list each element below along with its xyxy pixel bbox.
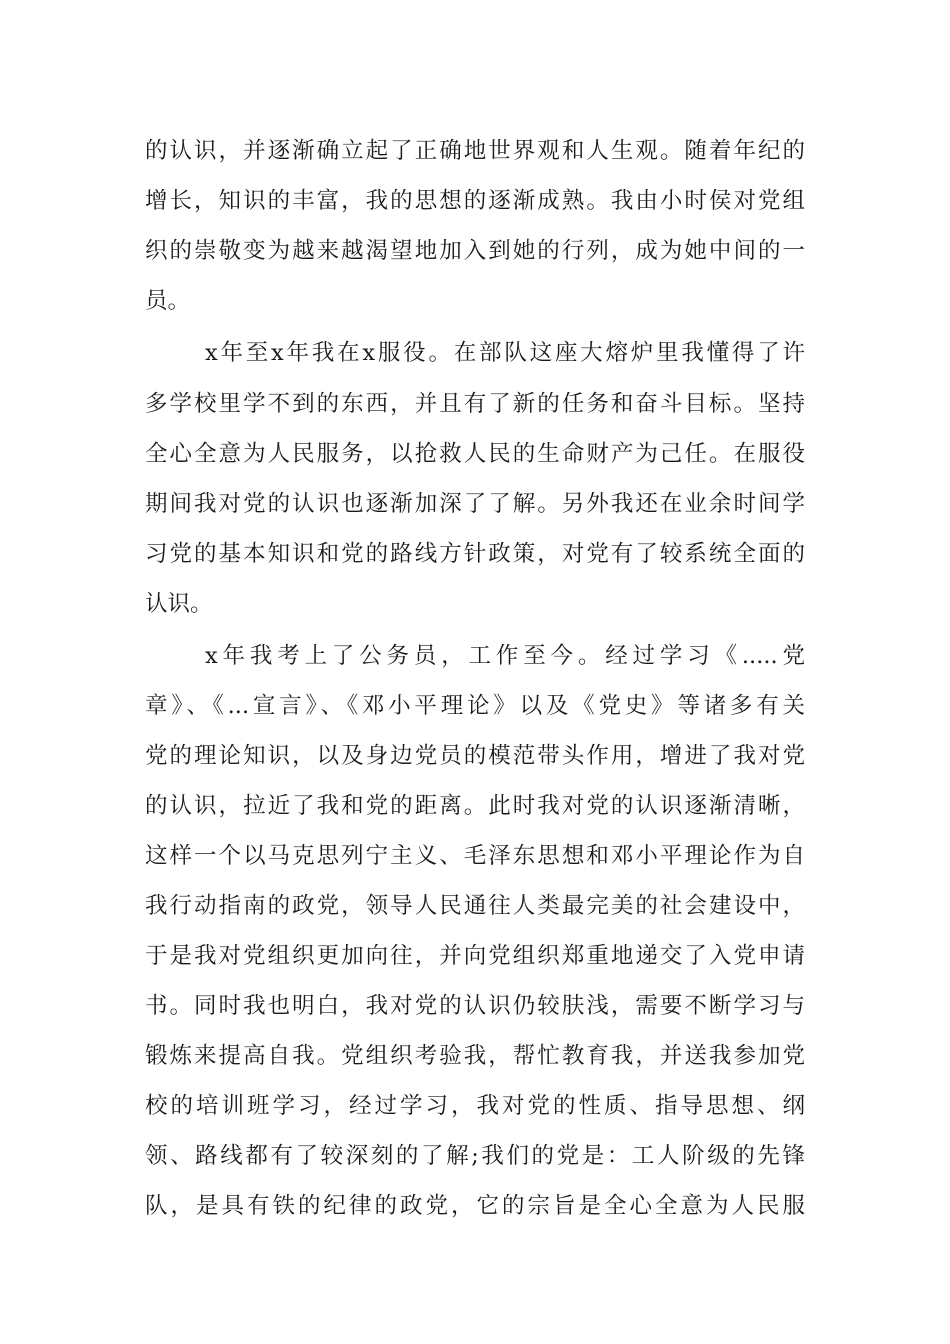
paragraph-2-line-1: x年至x年我在x服役。在部队这座大熔炉里我懂得了许 bbox=[205, 340, 805, 366]
paragraph-3-line-7: 于是我对党组织更加向往，并向党组织郑重地递交了入党申请 bbox=[145, 943, 805, 969]
paragraph-3-line-11: 领、路线都有了较深刻的了解;我们的党是：工人阶级的先锋 bbox=[145, 1143, 805, 1169]
paragraph-2-line-6: 认识。 bbox=[145, 591, 213, 617]
paragraph-3-line-5: 这样一个以马克思列宁主义、毛泽东思想和邓小平理论作为自 bbox=[145, 843, 805, 869]
paragraph-3-line-9: 锻炼来提高自我。党组织考验我，帮忙教育我，并送我参加党 bbox=[145, 1043, 805, 1069]
paragraph-3-line-10: 校的培训班学习，经过学习，我对党的性质、指导思想、纲 bbox=[145, 1093, 805, 1119]
paragraph-3-line-12: 队，是具有铁的纪律的政党，它的宗旨是全心全意为人民服 bbox=[145, 1193, 805, 1219]
paragraph-3-line-3: 党的理论知识，以及身边党员的模范带头作用，增进了我对党 bbox=[145, 743, 805, 769]
paragraph-2-line-2: 多学校里学不到的东西，并且有了新的任务和奋斗目标。坚持 bbox=[145, 391, 805, 417]
paragraph-3-line-8: 书。同时我也明白，我对党的认识仍较肤浅，需要不断学习与 bbox=[145, 993, 805, 1019]
paragraph-3-line-6: 我行动指南的政党，领导人民通往人类最完美的社会建设中， bbox=[145, 893, 805, 919]
paragraph-3-line-1: x年我考上了公务员，工作至今。经过学习《.....党 bbox=[205, 643, 805, 669]
paragraph-1-line-1: 的认识，并逐渐确立起了正确地世界观和人生观。随着年纪的 bbox=[145, 138, 805, 164]
paragraph-1-line-3: 织的崇敬变为越来越渴望地加入到她的行列，成为她中间的一 bbox=[145, 238, 805, 264]
paragraph-1-line-2: 增长，知识的丰富，我的思想的逐渐成熟。我由小时侯对党组 bbox=[145, 188, 805, 214]
paragraph-2-line-3: 全心全意为人民服务，以抢救人民的生命财产为己任。在服役 bbox=[145, 441, 805, 467]
paragraph-2-line-4: 期间我对党的认识也逐渐加深了了解。另外我还在业余时间学 bbox=[145, 491, 805, 517]
paragraph-1-line-4: 员。 bbox=[145, 288, 191, 314]
paragraph-2-line-5: 习党的基本知识和党的路线方针政策，对党有了较系统全面的 bbox=[145, 541, 805, 567]
paragraph-3-line-4: 的认识，拉近了我和党的距离。此时我对党的认识逐渐清晰， bbox=[145, 793, 805, 819]
paragraph-3-line-2: 章》、《...宣言》、《邓小平理论》以及《党史》等诸多有关 bbox=[145, 693, 805, 719]
